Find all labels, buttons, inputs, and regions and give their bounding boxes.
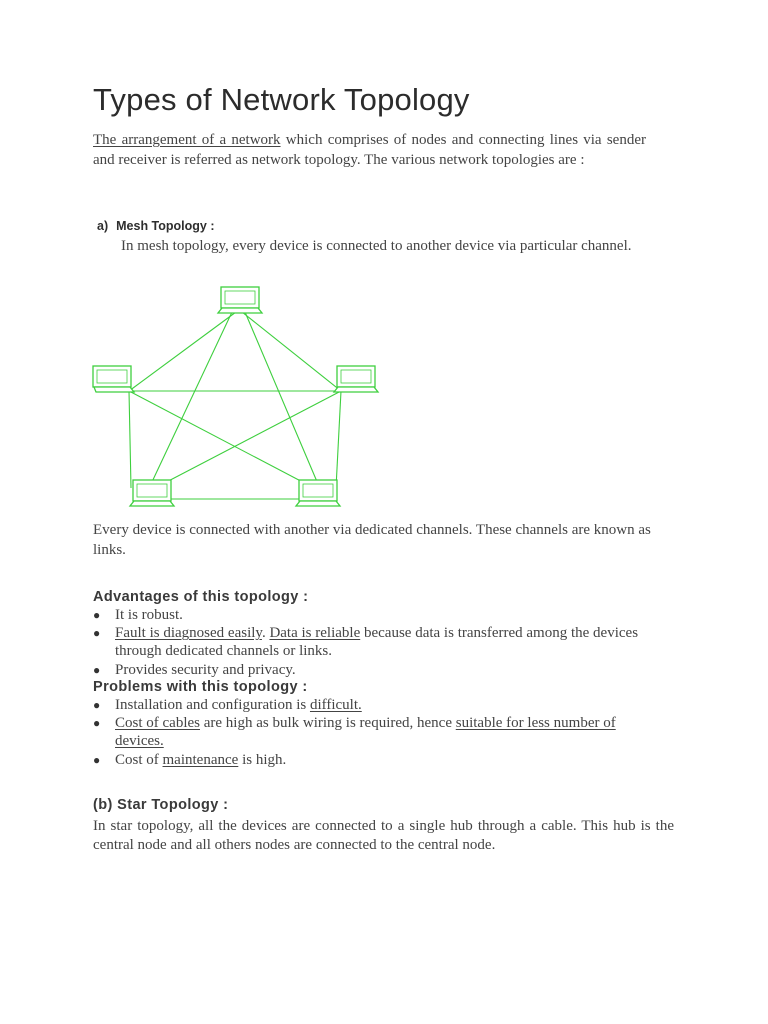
- intro-text: which comprises of nodes and connecting lines via sender and receiver is referred as network topology. The various network topologies are :: [93, 132, 646, 168]
- link-right-bottomright: [336, 391, 341, 488]
- link-top-left: [129, 312, 236, 391]
- problem-2-text: are high as bulk wiring is required, hence: [199, 715, 456, 732]
- link-top-bottomleft: [151, 312, 232, 484]
- list-item: [93, 714, 653, 750]
- mesh-links: [129, 312, 341, 499]
- advantage-1: It is robust.: [115, 607, 183, 623]
- mesh-heading-text: Mesh Topology :: [116, 219, 215, 233]
- problem-2-underlined-1: Cost of cables: [115, 715, 200, 732]
- intro-link-text: The arrangement of a network: [93, 132, 281, 148]
- link-top-right: [242, 312, 341, 391]
- problem-3-text-2: is high.: [238, 751, 287, 768]
- advantages-heading: Advantages of this topology :: [93, 589, 309, 605]
- advantage-3: Provides security and privacy.: [115, 661, 296, 678]
- link-left-bottomright: [129, 391, 314, 488]
- mesh-links-paragraph: Every device is connected with another via dedicated channels. These channels are known as links.: [93, 522, 651, 558]
- advantage-2-text: because data is transferred among the devices through dedicated channels or links.: [115, 625, 639, 660]
- problem-2-underlined-2: suitable for less number of devices.: [115, 715, 616, 750]
- problem-1-underlined: difficult.: [309, 697, 362, 713]
- advantage-2-underlined-2: Data is reliable: [269, 625, 361, 642]
- link-left-bottomleft: [129, 391, 131, 488]
- problem-3-text-1: Cost of: [115, 751, 163, 768]
- list-item: [93, 696, 653, 714]
- list-item: [93, 751, 653, 769]
- computer-monitor-icon: [334, 366, 378, 392]
- computer-monitor-icon: [218, 287, 262, 313]
- mesh-list-marker: a): [97, 219, 109, 233]
- computer-monitor-icon: [130, 480, 174, 506]
- list-item: [93, 606, 653, 624]
- problem-1-text: Installation and configuration is: [115, 697, 310, 713]
- computer-monitor-icon: [296, 480, 340, 506]
- mesh-description: In mesh topology, every device is connected to another device via particular channel.: [121, 238, 632, 254]
- link-top-bottomright: [245, 312, 318, 484]
- bullet-icon: ●: [93, 662, 101, 677]
- page-title: Types of Network Topology: [93, 82, 470, 117]
- star-topology-heading: (b) Star Topology :: [93, 797, 229, 813]
- computer-monitor-icon: [93, 366, 134, 392]
- advantages-list: [93, 606, 653, 679]
- problems-heading: Problems with this topology :: [93, 679, 308, 695]
- advantage-2-sep: .: [261, 625, 270, 642]
- bullet-icon: ●: [93, 698, 101, 712]
- problem-3-underlined: maintenance: [162, 751, 239, 768]
- bullet-icon: ●: [93, 608, 101, 622]
- list-item: [93, 624, 653, 660]
- bullet-icon: ●: [93, 626, 101, 641]
- advantage-2-underlined-1: Fault is diagnosed easily: [115, 625, 262, 642]
- star-description: In star topology, all the devices are connected to a single hub through a cable. This hub is the central node and all others nodes are connected to the central node.: [93, 818, 674, 853]
- problems-list: [93, 696, 653, 769]
- bullet-icon: ●: [93, 752, 101, 767]
- bullet-icon: ●: [93, 716, 101, 731]
- list-item: [93, 661, 653, 679]
